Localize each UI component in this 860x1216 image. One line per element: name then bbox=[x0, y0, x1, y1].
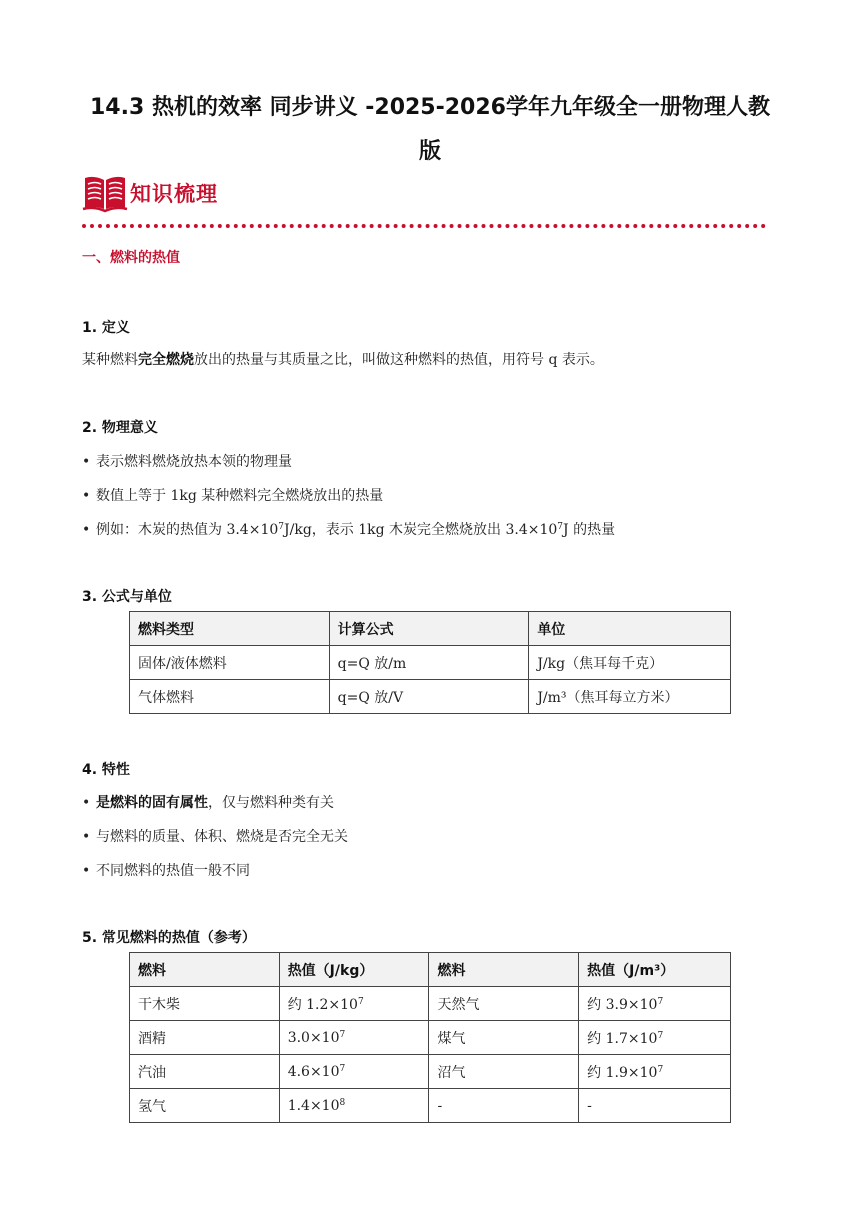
table-cell: 干木柴 bbox=[130, 987, 280, 1021]
table-cell: 氢气 bbox=[130, 1089, 280, 1123]
table-cell: 酒精 bbox=[130, 1021, 280, 1055]
formula-table bbox=[129, 611, 731, 714]
table-cell: 气体燃料 bbox=[130, 680, 330, 714]
table-header-row bbox=[130, 953, 731, 987]
table-cell: 汽油 bbox=[130, 1055, 280, 1089]
open-book-icon bbox=[82, 173, 128, 213]
section-heading: 一、燃料的热值 bbox=[82, 250, 180, 266]
table-cell: 约 $1.7\times 10^7$ bbox=[579, 1021, 731, 1055]
banner-label: 知识梳理 bbox=[130, 182, 218, 206]
table-cell: $3.0\times 10^7$ bbox=[279, 1021, 429, 1055]
property-bullet-1: • 是燃料的固有属性，仅与燃料种类有关 bbox=[82, 795, 334, 811]
property-heading: 4. 特性 bbox=[82, 762, 130, 778]
column-header: 燃料 bbox=[429, 953, 579, 987]
column-header: 计算公式 bbox=[329, 612, 529, 646]
formula-heading: 3. 公式与单位 bbox=[82, 589, 172, 605]
definition-text: 某种燃料完全燃烧放出的热量与其质量之比，叫做这种燃料的热值，用符号 q 表示。 bbox=[82, 352, 604, 368]
table-cell: 煤气 bbox=[429, 1021, 579, 1055]
table-row bbox=[130, 1021, 731, 1055]
table-cell: - bbox=[579, 1089, 731, 1123]
column-header: 热值（J/m³） bbox=[579, 953, 731, 987]
column-header: 热值（J/kg） bbox=[279, 953, 429, 987]
title-line-2: 版 bbox=[418, 139, 441, 164]
table-cell: J/kg（焦耳每千克） bbox=[529, 646, 731, 680]
table-cell: 天然气 bbox=[429, 987, 579, 1021]
property-bullet-2: • 与燃料的质量、体积、燃烧是否完全无关 bbox=[82, 829, 348, 845]
table-cell: - bbox=[429, 1089, 579, 1123]
fuel-values-table bbox=[129, 952, 731, 1123]
table-cell: q=Q 放/m bbox=[329, 646, 529, 680]
definition-heading: 1. 定义 bbox=[82, 320, 130, 336]
table-cell: q=Q 放/V bbox=[329, 680, 529, 714]
meaning-bullet-1: • 表示燃料燃烧放热本领的物理量 bbox=[82, 454, 292, 470]
title-line-1: 14.3 热机的效率 同步讲义 -2025-2026学年九年级全一册物理人教 bbox=[90, 95, 770, 120]
table-row bbox=[130, 987, 731, 1021]
table-cell: 约 $3.9\times 10^7$ bbox=[579, 987, 731, 1021]
table-cell: $4.6\times 10^7$ bbox=[279, 1055, 429, 1089]
meaning-heading: 2. 物理意义 bbox=[82, 420, 158, 436]
table-header-row bbox=[130, 612, 731, 646]
definition-emphasis: 完全燃烧 bbox=[138, 352, 194, 368]
table-cell: $1.4\times 10^8$ bbox=[279, 1089, 429, 1123]
table-row bbox=[130, 646, 731, 680]
table-cell: 沼气 bbox=[429, 1055, 579, 1089]
meaning-bullet-3: • 例如：木炭的热值为 $3.4\times 10^7J/kg$，表示 1kg 木炭完全燃烧放出 $3.4\times 10^7J$ 的热量 bbox=[82, 522, 616, 538]
table-cell: 固体/液体燃料 bbox=[130, 646, 330, 680]
column-header: 燃料 bbox=[130, 953, 280, 987]
table-cell: J/m³（焦耳每立方米） bbox=[529, 680, 731, 714]
table-cell: 约 $1.9\times 10^7$ bbox=[579, 1055, 731, 1089]
table-row bbox=[130, 1055, 731, 1089]
table-row bbox=[130, 680, 731, 714]
property-bullet-3: • 不同燃料的热值一般不同 bbox=[82, 863, 250, 879]
knowledge-banner bbox=[82, 173, 218, 213]
meaning-bullet-2: • 数值上等于 1kg 某种燃料完全燃烧放出的热量 bbox=[82, 488, 384, 504]
document-title bbox=[80, 86, 780, 174]
common-fuels-heading: 5. 常见燃料的热值（参考） bbox=[82, 930, 256, 946]
column-header: 燃料类型 bbox=[130, 612, 330, 646]
table-row bbox=[130, 1089, 731, 1123]
dotted-divider bbox=[82, 224, 766, 228]
column-header: 单位 bbox=[529, 612, 731, 646]
table-cell: 约 $1.2\times 10^7$ bbox=[279, 987, 429, 1021]
